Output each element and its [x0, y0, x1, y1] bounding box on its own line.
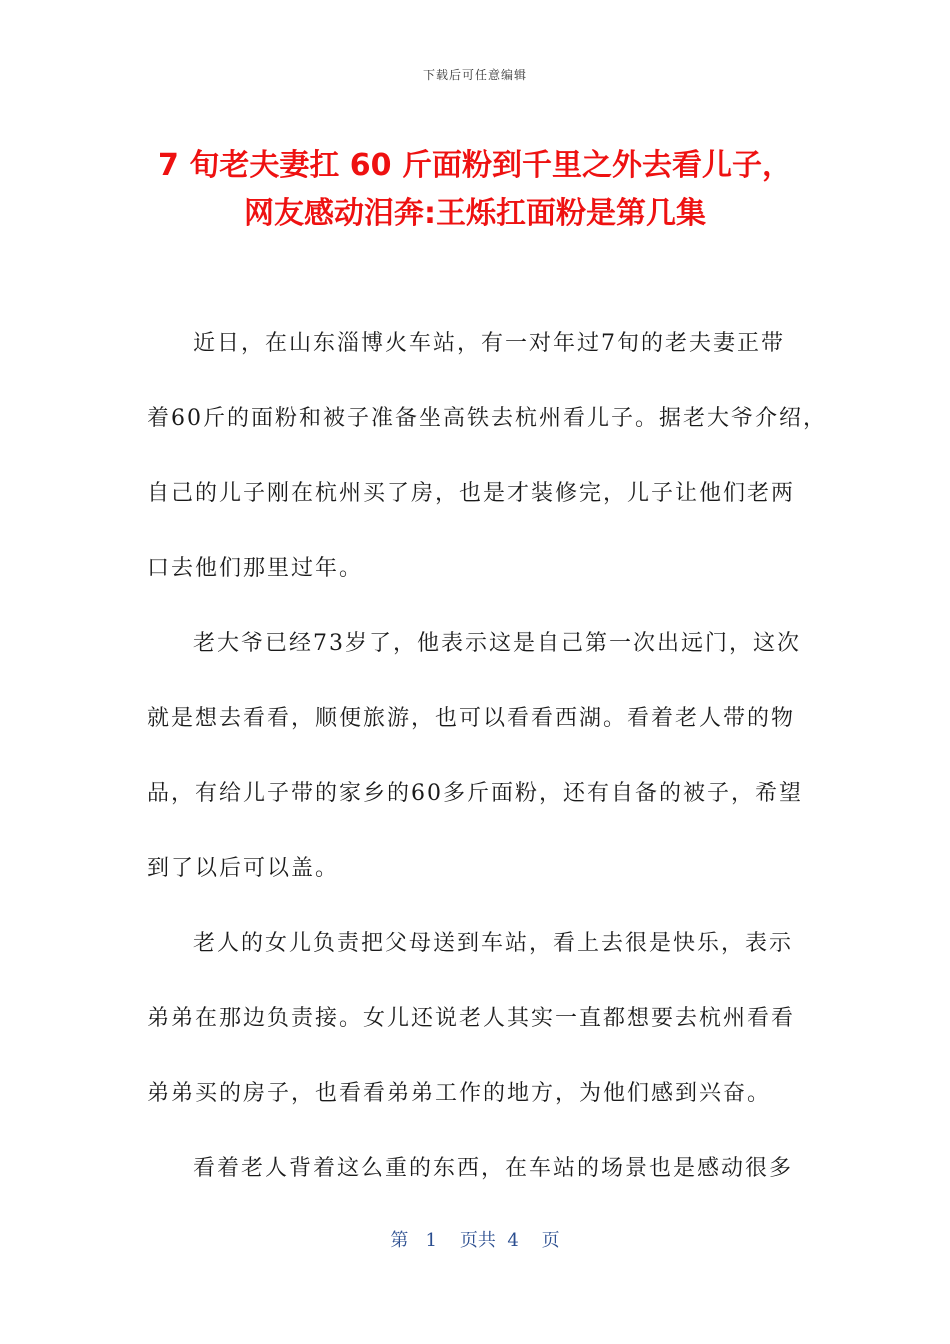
- page-current: 1: [425, 1230, 437, 1251]
- body-line: 到了以后可以盖。: [147, 856, 340, 881]
- body-line: 着60斤的面粉和被子准备坐高铁去杭州看儿子。据老大爷介绍，: [147, 406, 827, 431]
- page-prefix: 第: [390, 1230, 409, 1251]
- body-line: 自己的儿子刚在杭州买了房，也是才装修完，儿子让他们老两: [147, 481, 796, 506]
- body-line: 老大爷已经73岁了，他表示这是自己第一次出远门，这次: [193, 631, 801, 656]
- body-line: 品，有给儿子带的家乡的60多斤面粉，还有自备的被子，希望: [147, 781, 803, 806]
- title-line-2: 网友感动泪奔:王烁扛面粉是第几集: [244, 196, 706, 231]
- title-line-1: 7 旬老夫妻扛 60 斤面粉到千里之外去看儿子，: [158, 148, 792, 183]
- header-note: 下载后可任意编辑: [422, 68, 527, 82]
- body-line: 看着老人背着这么重的东西，在车站的场景也是感动很多: [193, 1156, 794, 1181]
- page-footer: [0, 1226, 950, 1252]
- page-total: 4: [507, 1230, 519, 1251]
- body-line: 近日，在山东淄博火车站，有一对年过7旬的老夫妻正带: [193, 331, 785, 356]
- body-line: 弟弟买的房子，也看看弟弟工作的地方，为他们感到兴奋。: [147, 1081, 772, 1106]
- article-body: [147, 318, 827, 1218]
- body-line: 老人的女儿负责把父母送到车站，看上去很是快乐，表示: [193, 931, 794, 956]
- page-suffix: 页: [541, 1230, 560, 1251]
- body-line: 就是想去看看，顺便旅游，也可以看看西湖。看着老人带的物: [147, 706, 796, 731]
- body-line: 弟弟在那边负责接。女儿还说老人其实一直都想要去杭州看看: [147, 1006, 796, 1031]
- body-line: 口去他们那里过年。: [147, 556, 364, 581]
- page-middle: 页共: [459, 1230, 496, 1251]
- document-title: [100, 142, 850, 238]
